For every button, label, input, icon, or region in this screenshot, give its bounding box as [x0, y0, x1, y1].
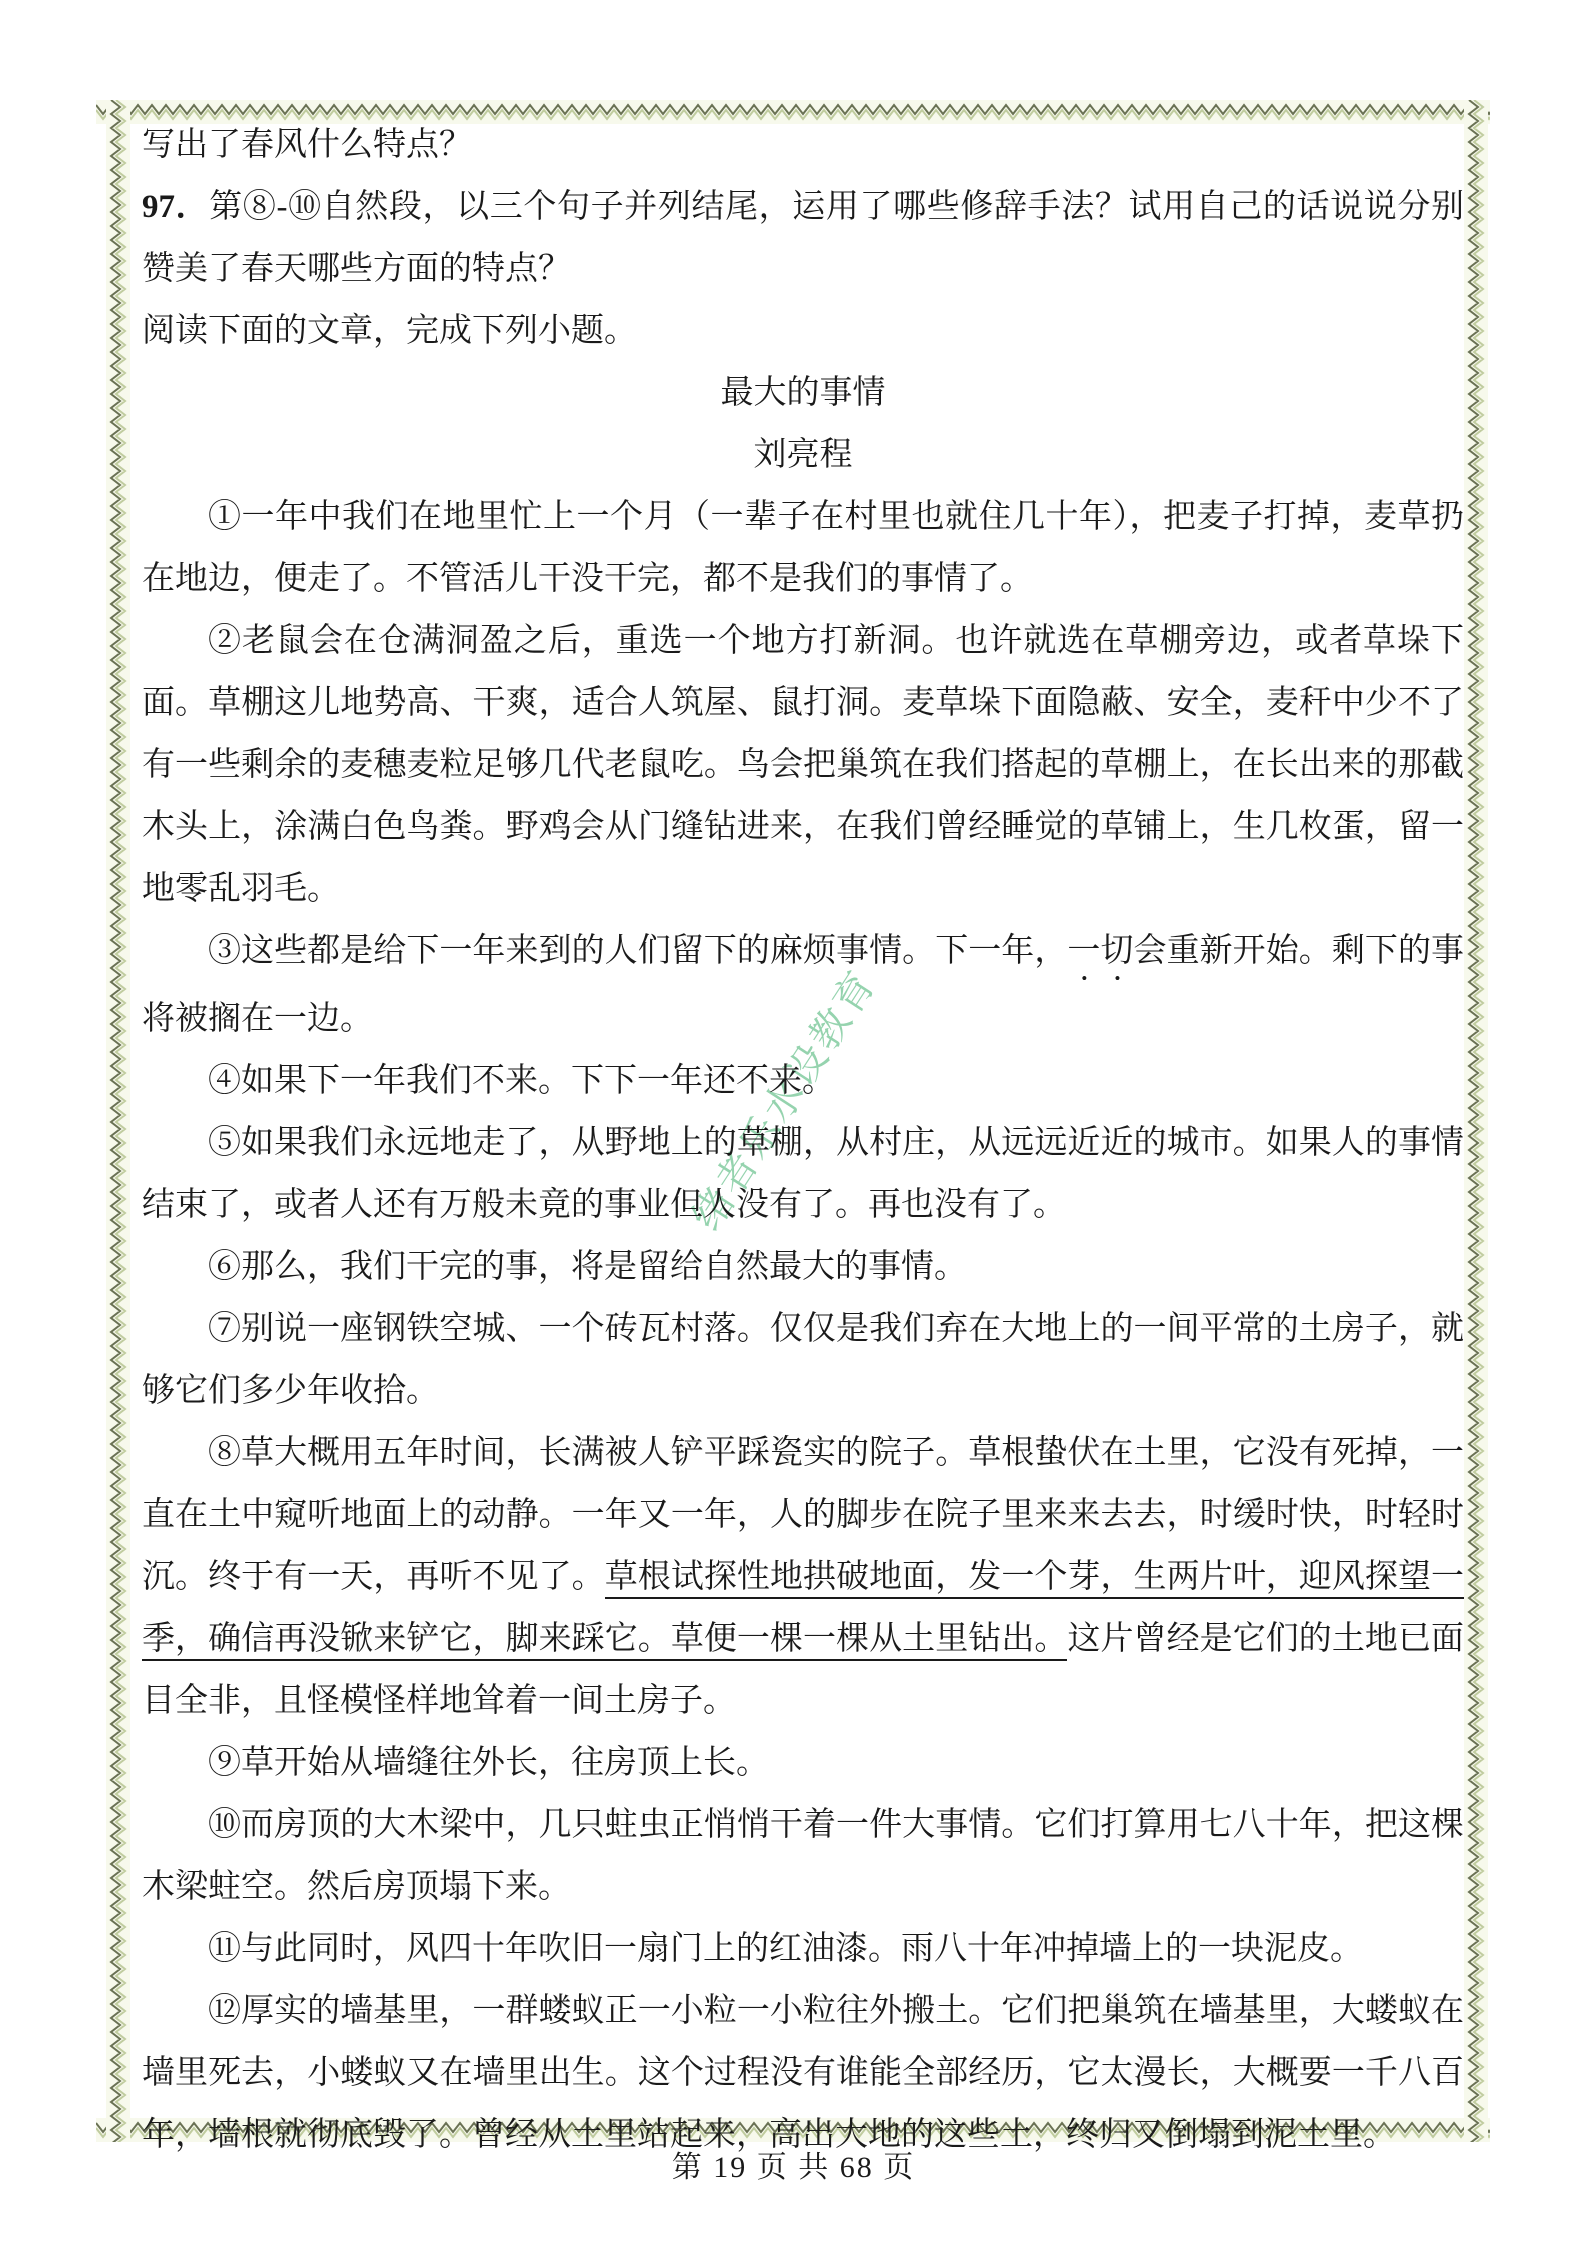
- article-paragraph-11: ⑪与此同时，风四十年吹旧一扇门上的红油漆。雨八十年冲掉墙上的一块泥皮。: [208, 1931, 1363, 1967]
- reading-instruction: 阅读下面的文章，完成下列小题。: [142, 313, 637, 349]
- page-content: [142, 114, 1464, 2166]
- article-paragraph-8: ⑧草大概用五年时间，长满被人铲平踩瓷实的院子。草根蛰伏在土里，它没有死掉，一直在土中窥听地面上的动静。一年又一年，人的脚步在院子里来来去去，时缓时快，时轻时沉。终于有一天，再听不见了。草根试探性地拱破地面，发一个芽，生两片叶，迎风探望一季，确信再没锨来铲它，脚来踩它。草便一棵一棵从土里钻出。这片曾经是它们的土地已面目全非，且怪模怪样地耸着一间土房子。: [142, 1435, 1465, 1719]
- article-author: 刘亮程: [753, 437, 853, 473]
- article-paragraph-6: ⑥那么，我们干完的事，将是留给自然最大的事情。: [208, 1249, 967, 1285]
- article-paragraph-3: ③这些都是给下一年来到的人们留下的麻烦事情。下一年，一切会重新开始。剩下的事将被搁在一边。: [142, 933, 1465, 1037]
- page-border-right: [1464, 100, 1488, 2142]
- article-paragraph-4: ④如果下一年我们不来。下下一年还不来。: [208, 1063, 835, 1099]
- article-paragraph-1: ①一年中我们在地里忙上一个月（一辈子在村里也就住几十年），把麦子打掉，麦草扔在地边，便走了。不管活儿干没干完，都不是我们的事情了。: [142, 499, 1464, 597]
- watermark-text: 绪者乐水设教育: [683, 961, 886, 1239]
- article-paragraph-2: ②老鼠会在仓满洞盈之后，重选一个地方打新洞。也许就选在草棚旁边，或者草垛下面。草棚这儿地势高、干爽，适合人筑屋、鼠打洞。麦草垛下面隐蔽、安全，麦秆中少不了有一些剩余的麦穗麦粒足够几代老鼠吃。鸟会把巢筑在我们搭起的草棚上，在长出来的那截木头上，涂满白色鸟粪。野鸡会从门缝钻进来，在我们曾经睡觉的草铺上，生几枚蛋，留一地零乱羽毛。: [142, 623, 1464, 907]
- zigzag-border-icon: [1464, 100, 1488, 2142]
- zigzag-border-icon: [106, 100, 130, 2142]
- article-paragraph-12: ⑫厚实的墙基里，一群蝼蚁正一小粒一小粒往外搬土。它们把巢筑在墙基里，大蝼蚁在墙里死去，小蝼蚁又在墙里出生。这个过程没有谁能全部经历，它太漫长，大概要一千八百年，墙根就彻底毁了。曾经从土里站起来，高出大地的这些土，终归又倒塌到泥土里。: [142, 1993, 1464, 2153]
- page-footer: 第 19 页 共 68 页: [671, 2151, 916, 2184]
- article-paragraph-10: ⑩而房顶的大木梁中，几只蛀虫正悄悄干着一件大事情。它们打算用七八十年，把这棵木梁蛀空。然后房顶塌下来。: [142, 1807, 1464, 1905]
- article-paragraph-5: ⑤如果我们永远地走了，从野地上的草棚，从村庄，从远远近近的城市。如果人的事情结束了，或者人还有万般未竟的事业但人没有了。再也没有了。: [142, 1125, 1464, 1223]
- carryover-question-line: 写出了春风什么特点？: [142, 127, 472, 163]
- page-border-left: [106, 100, 130, 2142]
- article-paragraph-9: ⑨草开始从墙缝往外长，往房顶上长。: [208, 1745, 769, 1781]
- question-97-text: 97．第⑧-⑩自然段，以三个句子并列结尾，运用了哪些修辞手法？试用自己的话说说分别赞美了春天哪些方面的特点？: [142, 189, 1464, 287]
- article-title: 最大的事情: [720, 375, 886, 411]
- article-paragraph-7: ⑦别说一座钢铁空城、一个砖瓦村落。仅仅是我们弃在大地上的一间平常的土房子，就够它们多少年收拾。: [142, 1311, 1464, 1409]
